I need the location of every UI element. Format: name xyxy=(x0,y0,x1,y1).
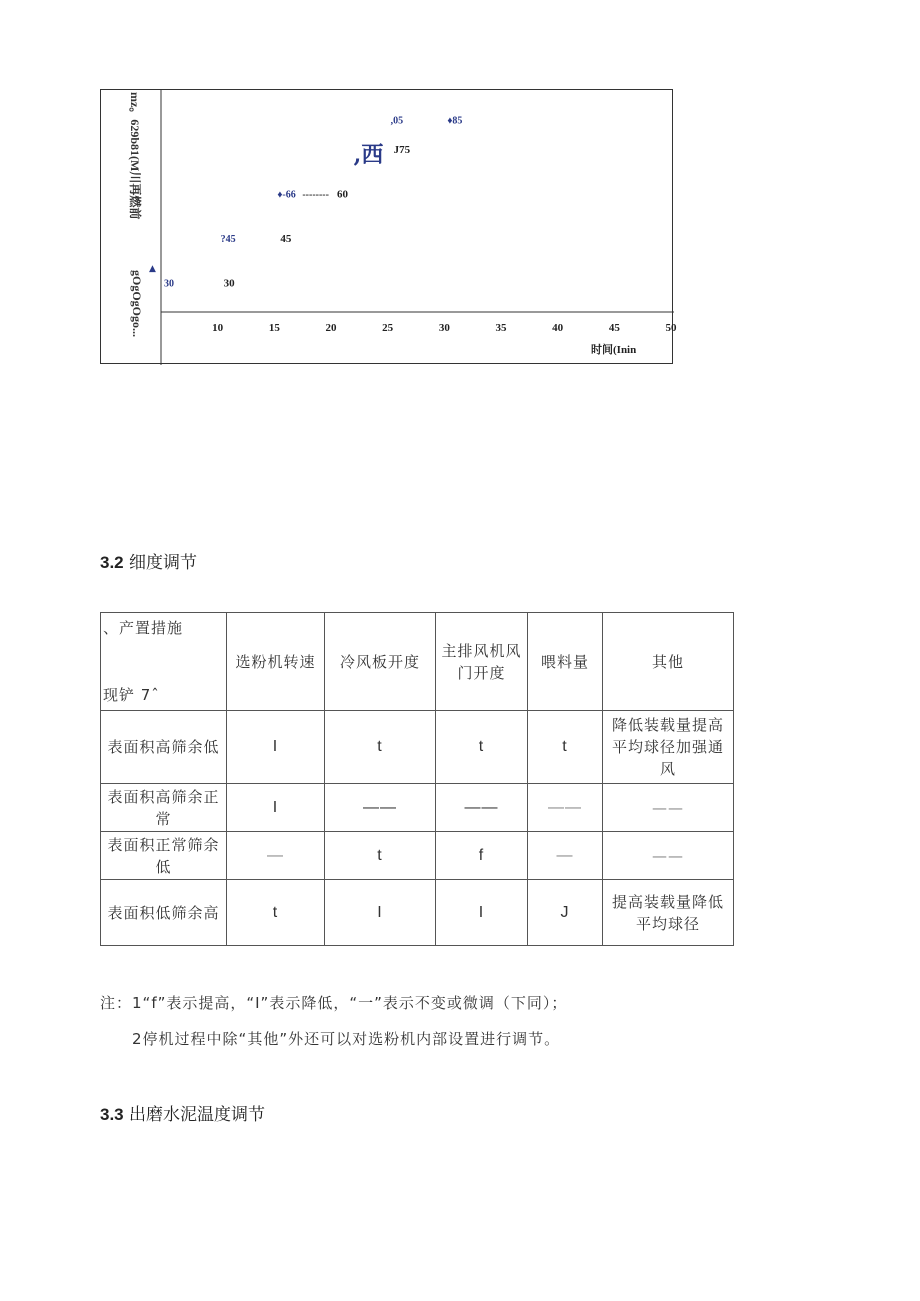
table-cell: —— xyxy=(528,784,603,832)
table-cell: t xyxy=(325,711,436,784)
section-number: 3.2 xyxy=(100,553,124,572)
column-header: 冷风板开度 xyxy=(325,613,436,711)
table-cell: t xyxy=(227,880,325,946)
section-title: 细度调节 xyxy=(129,553,198,573)
corner-bottom-label: 现铲 7ˆ xyxy=(103,686,160,704)
table-cell: I xyxy=(436,880,528,946)
data-point-label: 60 xyxy=(337,188,348,201)
table-cell: — xyxy=(528,832,603,880)
data-point-label: 30 xyxy=(164,278,174,290)
x-tick-label: 40 xyxy=(552,322,564,334)
data-point-label: ?45 xyxy=(220,234,236,245)
data-point-label: ♦-66 xyxy=(277,189,296,201)
section-title: 出磨水泥温度调节 xyxy=(129,1105,266,1125)
x-tick-label: 20 xyxy=(325,322,337,334)
column-header: 其他 xyxy=(603,613,734,711)
table-cell: t xyxy=(528,711,603,784)
table-row xyxy=(101,880,734,946)
table-header-row xyxy=(101,613,734,711)
x-tick-label: 25 xyxy=(382,322,394,334)
table-cell: I xyxy=(227,784,325,832)
table-cell: t xyxy=(436,711,528,784)
data-point-label: ♦85 xyxy=(447,115,463,127)
table-cell: —— xyxy=(325,784,436,832)
row-label: 表面积高筛余低 xyxy=(101,711,227,784)
section-number: 3.3 xyxy=(100,1105,124,1124)
table-cell: I xyxy=(325,880,436,946)
x-tick-label: 10 xyxy=(212,322,224,334)
table-cell: —— xyxy=(603,832,734,880)
data-point-label: ,05 xyxy=(390,115,404,127)
data-point-label: 45 xyxy=(280,233,292,245)
y-axis-lower-label-group xyxy=(130,270,144,540)
table-row xyxy=(101,784,734,832)
x-tick-label: 30 xyxy=(438,322,450,334)
note-line-1: 注：1“f”表示提高，“I”表示降低，“一”表示不变或微调（下同）； xyxy=(100,994,568,1012)
section-heading-3-3 xyxy=(100,1100,265,1125)
table-cell: I xyxy=(227,711,325,784)
y-axis-label: mz。629b81(M川再燃前 xyxy=(128,92,142,220)
table-cell: —— xyxy=(436,784,528,832)
x-tick-label: 35 xyxy=(495,322,507,334)
data-point-label: J75 xyxy=(393,144,411,157)
row-label: 表面积正常筛余低 xyxy=(101,832,227,880)
chart-annotation: ,西 xyxy=(353,142,384,169)
table-cell: t xyxy=(325,832,436,880)
lower-marker: ▲ xyxy=(149,264,156,274)
column-header: 喂料量 xyxy=(528,613,603,711)
corner-top-label: 、产置措施 xyxy=(103,619,184,637)
table-row xyxy=(101,832,734,880)
dashed-connector: -------- xyxy=(302,189,329,201)
column-header: 选粉机转速 xyxy=(227,613,325,711)
x-tick-label: 15 xyxy=(268,322,280,334)
section-heading-3-2 xyxy=(100,548,197,573)
fineness-adjustment-table xyxy=(100,612,734,946)
table-cell: J xyxy=(528,880,603,946)
x-tick-label: 50 xyxy=(665,322,677,334)
table-cell: f xyxy=(436,832,528,880)
note-line-2: 2停机过程中除“其他”外还可以对选粉机内部设置进行调节。 xyxy=(132,1030,561,1048)
chart-plot xyxy=(101,90,677,365)
table-row xyxy=(101,711,734,784)
table-cell: —— xyxy=(603,784,734,832)
table-cell: 提高装载量降低平均球径 xyxy=(603,880,734,946)
table-cell: 降低装载量提高平均球径加强通风 xyxy=(603,711,734,784)
x-tick-label: 45 xyxy=(608,322,620,334)
data-point-label: 30 xyxy=(223,277,235,290)
x-axis-label: 时间(Inin xyxy=(591,344,637,356)
column-header: 主排风机风门开度 xyxy=(436,613,528,711)
row-label: 表面积低筛余高 xyxy=(101,880,227,946)
chart-frame xyxy=(100,89,677,364)
row-label: 表面积高筛余正常 xyxy=(101,784,227,832)
y-axis-lower-label: gOgOgOgo... xyxy=(130,270,144,338)
table-cell: — xyxy=(227,832,325,880)
table-corner-cell xyxy=(101,613,227,711)
